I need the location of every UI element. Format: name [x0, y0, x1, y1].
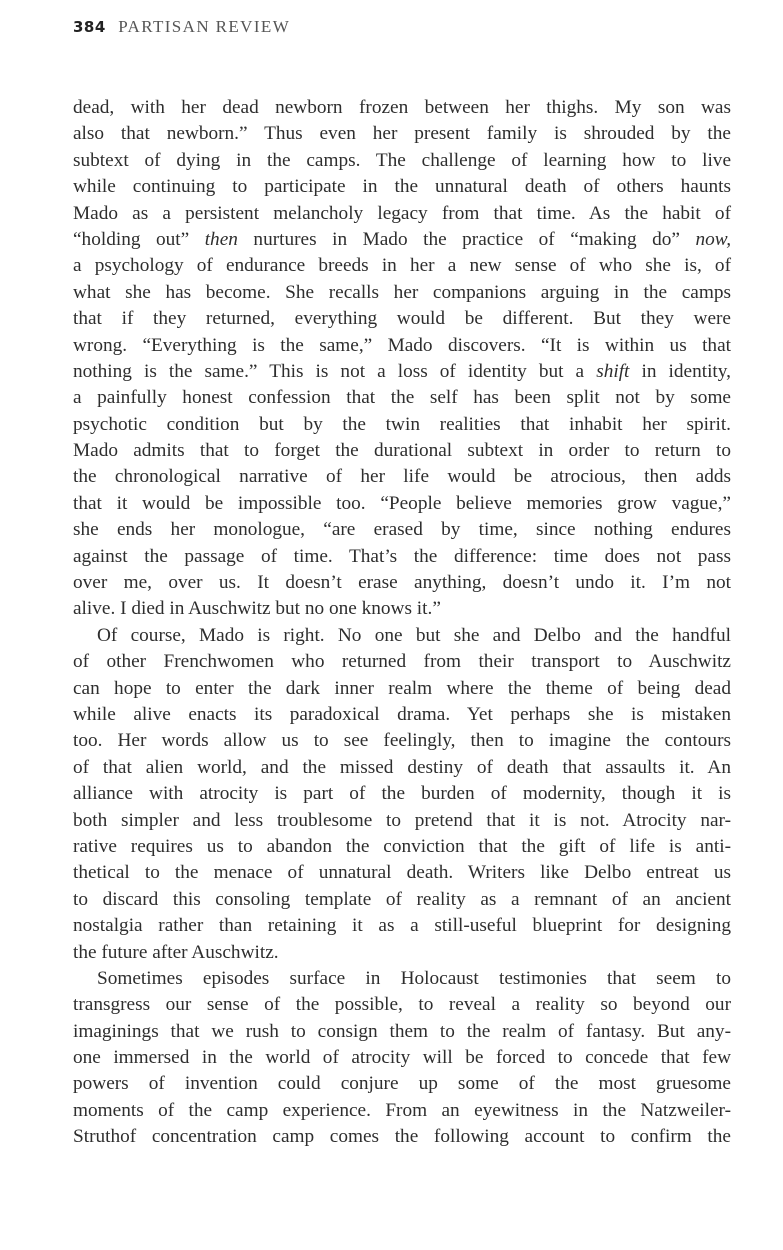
journal-title: PARTISAN REVIEW [118, 17, 291, 36]
emphasis-then: then [204, 228, 238, 250]
text-line: she ends her monologue, “are erased by time, since nothing endures [73, 519, 731, 541]
running-head [73, 17, 290, 37]
text-line: too. Her words allow us to see feelingly, then to imagine the contours [73, 730, 731, 752]
text-line: while continuing to participate in the unnatural death of others haunts [73, 176, 731, 198]
text-line: the future after Auschwitz. [73, 941, 279, 963]
text-line: the chronological narrative of her life would be atrocious, then adds [73, 466, 731, 488]
text-line: of that alien world, and the missed destiny of death that assaults it. An [73, 756, 731, 778]
text-line: while alive enacts its paradoxical drama. Yet perhaps she is mistaken [73, 703, 731, 725]
text-line: what she has become. She recalls her companions arguing in the camps [73, 281, 731, 303]
text-line: wrong. “Everything is the same,” Mado discovers. “It is within us that [73, 334, 731, 356]
text-line: Mado admits that to forget the durational subtext in order to return to [73, 440, 731, 462]
text-line: alive. I died in Auschwitz but no one knows it.” [73, 598, 441, 620]
text-line: Of course, Mado is right. No one but she and Delbo and the handful [97, 624, 731, 646]
text-line: Struthof concentration camp comes the following account to confirm the [73, 1126, 731, 1148]
text-line: that it would be impossible too. “People believe memories grow vague,” [73, 492, 731, 514]
text-line: transgress our sense of the possible, to reveal a reality so beyond our [73, 994, 731, 1016]
emphasis-shift: shift [596, 360, 630, 382]
text-line: Mado as a persistent melancholy legacy from that time. As the habit of [73, 202, 731, 224]
text-line: against the passage of time. That’s the difference: time does not pass [73, 545, 731, 567]
text-fragment: “holding out” [73, 228, 190, 250]
text-line: also that newborn.” Thus even her present family is shrouded by the [73, 123, 731, 145]
text-line [73, 227, 731, 253]
text-line: dead, with her dead newborn frozen between her thighs. My son was [73, 97, 731, 118]
text-line: psychotic condition but by the twin realities that inhabit her spirit. [73, 413, 731, 435]
text-fragment: in identity, [641, 360, 731, 382]
text-line: imaginings that we rush to consign them to the realm of fantasy. But any- [73, 1020, 731, 1042]
emphasis-now: now, [695, 228, 732, 250]
text-line: one immersed in the world of atrocity will be forced to concede that few [73, 1047, 731, 1069]
text-line: alliance with atrocity is part of the burden of modernity, though it is [73, 783, 731, 805]
text-line: to discard this consoling template of reality as a remnant of an ancient [73, 888, 731, 910]
body-text [73, 95, 731, 1151]
text-line: of other Frenchwomen who returned from their transport to Auschwitz [73, 651, 731, 673]
text-line: subtext of dying in the camps. The challenge of learning how to live [73, 149, 731, 171]
text-line: a painfully honest confession that the self has been split not by some [73, 387, 731, 409]
text-line: both simpler and less troublesome to pretend that it is not. Atrocity nar- [73, 809, 731, 831]
text-line [73, 359, 731, 385]
text-line: powers of invention could conjure up some of the most gruesome [73, 1073, 731, 1095]
text-line: can hope to enter the dark inner realm where the theme of being dead [73, 677, 731, 699]
text-line: thetical to the menace of unnatural death. Writers like Delbo entreat us [73, 862, 731, 884]
text-line: rative requires us to abandon the conviction that the gift of life is anti- [73, 835, 731, 857]
text-line: a psychology of endurance breeds in her a new sense of who she is, of [73, 255, 731, 277]
text-line: that if they returned, everything would be different. But they were [73, 308, 731, 330]
text-fragment: nurtures in Mado the practice of “making do” [253, 228, 680, 250]
text-line: Sometimes episodes surface in Holocaust testimonies that seem to [97, 967, 731, 989]
page-number: 384 [73, 18, 106, 36]
text-line: over me, over us. It doesn’t erase anything, doesn’t undo it. I’m not [73, 572, 731, 594]
text-line: nostalgia rather than retaining it as a still-useful blueprint for designing [73, 915, 731, 937]
text-fragment: nothing is the same.” This is not a loss of identity but a [73, 360, 585, 382]
text-line: moments of the camp experience. From an eyewitness in the Natzweiler- [73, 1099, 731, 1121]
